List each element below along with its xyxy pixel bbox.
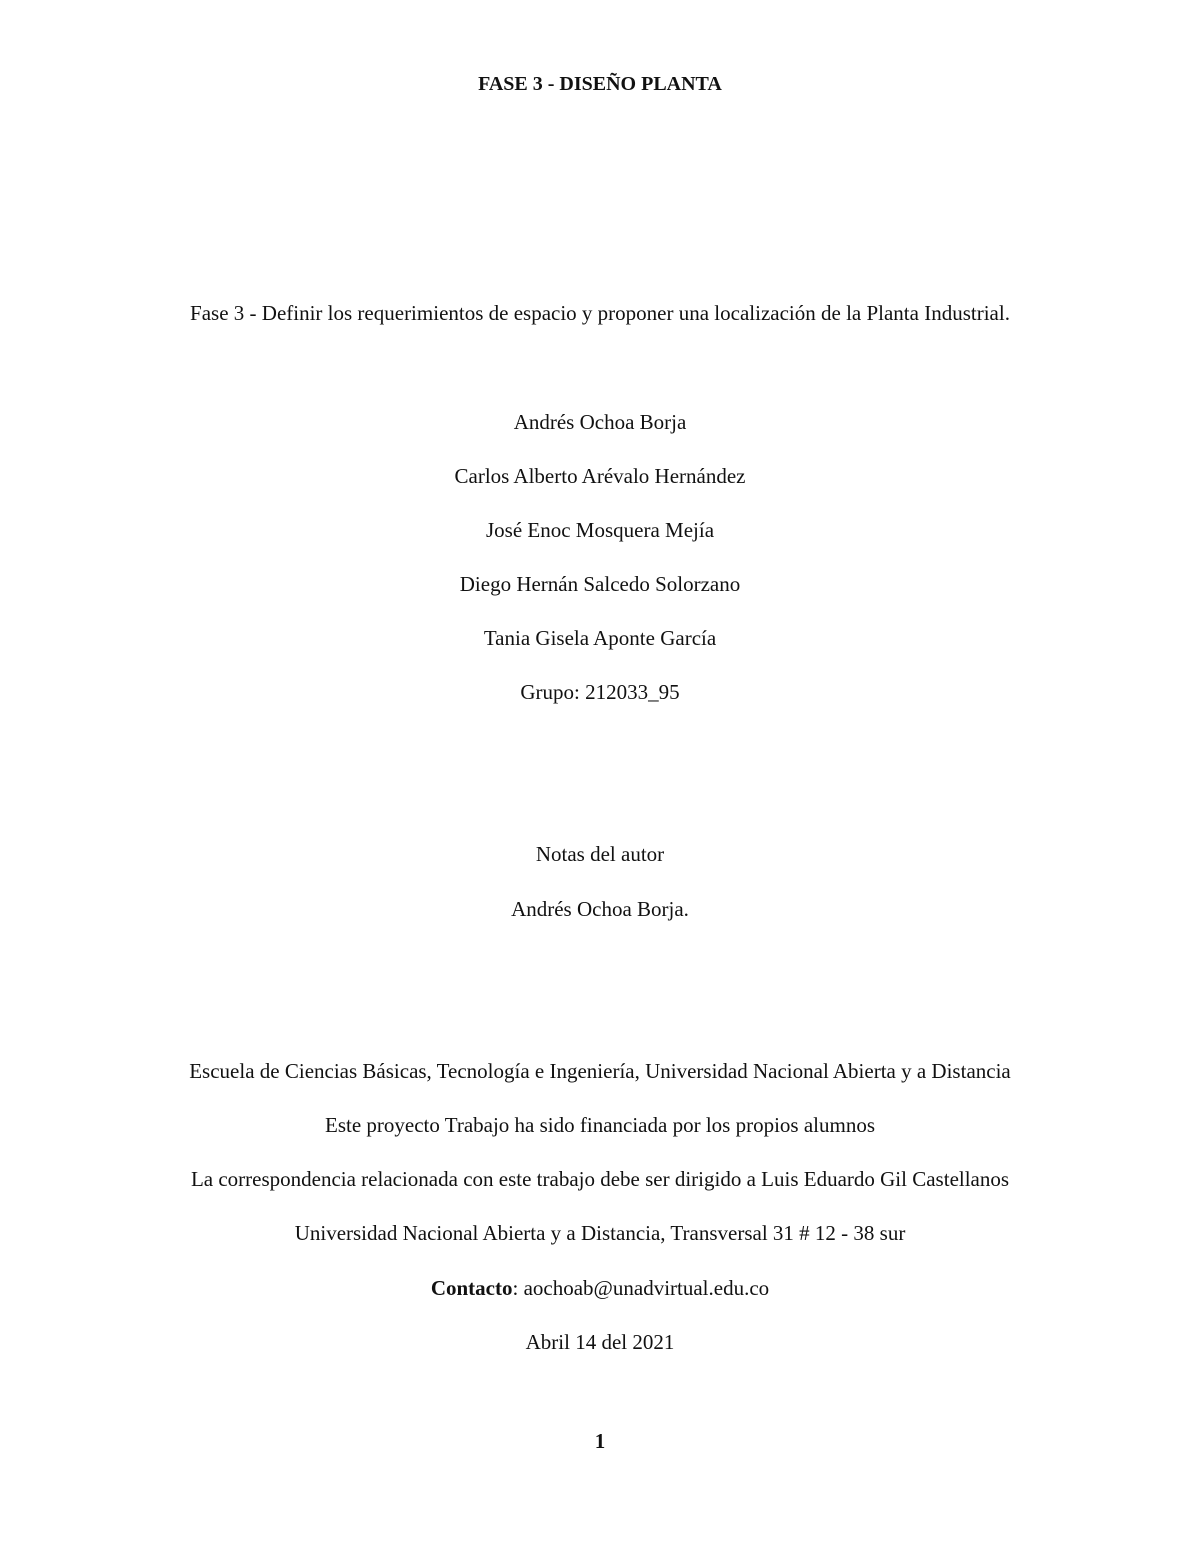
group-label: Grupo: 212033_95 — [520, 680, 680, 704]
author-1: Andrés Ochoa Borja — [513, 410, 687, 434]
contact-label: Contacto — [430, 1276, 513, 1300]
contact-email[interactable]: : aochoab@unadvirtual.edu.co — [512, 1276, 770, 1300]
contact-line — [0, 1275, 1200, 1301]
document-subtitle: Fase 3 - Definir los requerimientos de espacio y proponer una localización de la Planta Industrial. — [190, 301, 1010, 325]
correspondence-statement: La correspondencia relacionada con este trabajo debe ser dirigido a Luis Eduardo Gil Castellanos — [190, 1167, 1010, 1191]
page-title: FASE 3 - DISEÑO PLANTA — [478, 73, 722, 95]
page-number: 1 — [594, 1429, 606, 1453]
author-4: Diego Hernán Salcedo Solorzano — [459, 572, 741, 596]
institution-address: Universidad Nacional Abierta y a Distancia, Transversal 31 # 12 - 38 sur — [294, 1221, 906, 1245]
document-date: Abril 14 del 2021 — [525, 1330, 675, 1354]
author-notes-heading: Notas del autor — [535, 842, 665, 866]
institution-school: Escuela de Ciencias Básicas, Tecnología e Ingeniería, Universidad Nacional Abierta y a Distancia — [189, 1059, 1011, 1083]
author-3: José Enoc Mosquera Mejía — [485, 518, 715, 542]
author-5: Tania Gisela Aponte García — [483, 626, 717, 650]
author-notes-name: Andrés Ochoa Borja. — [511, 897, 689, 921]
funding-statement: Este proyecto Trabajo ha sido financiada por los propios alumnos — [325, 1113, 875, 1137]
author-2: Carlos Alberto Arévalo Hernández — [454, 464, 746, 488]
